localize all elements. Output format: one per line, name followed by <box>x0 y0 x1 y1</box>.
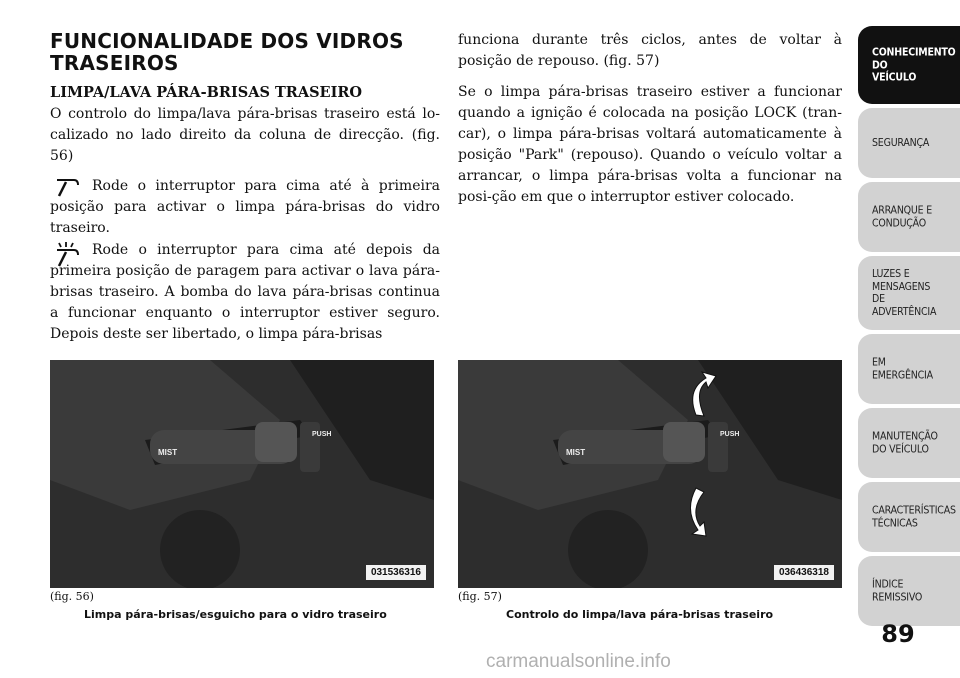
figure-56-photo <box>50 360 434 588</box>
tab-conhecimento-do-veiculo[interactable] <box>858 26 960 104</box>
push-label: PUSH <box>720 431 740 438</box>
figure-57-photo <box>458 360 842 588</box>
paragraph-continuation: funciona durante três ciclos, antes de voltar à posição de repouso. (fig. 57) <box>458 32 842 69</box>
figure-57-ref: (fig. 57) <box>458 590 502 603</box>
tab-arranque-e-conducao[interactable] <box>858 182 960 252</box>
figure-56-ref: (fig. 56) <box>50 590 94 603</box>
figure-57-caption: Controlo do limpa/lava pára-brisas traseiro <box>506 608 774 621</box>
tab-caracteristicas-tecnicas[interactable] <box>858 482 960 552</box>
tab-seguranca[interactable] <box>858 108 960 178</box>
tab-label: CARACTERÍSTICAS TÉCNICAS <box>872 504 956 529</box>
tab-manutencao-do-veiculo[interactable] <box>858 408 960 478</box>
watermark: carmanualsonline.info <box>486 651 671 672</box>
paragraph-location: O controlo do limpa/lava pára-brisas traseiro está lo-calizado no lado direito da coluna de direcção. (fig. 56) <box>50 106 440 164</box>
page-number: 89 <box>881 620 915 648</box>
paragraph-wiper: Rode o interruptor para cima até à primeira posição para activar o limpa pára-brisas do vidro traseiro. <box>50 178 440 236</box>
figure-code: 031536316 <box>366 565 426 580</box>
tab-label: SEGURANÇA <box>872 136 930 149</box>
paragraph-washer: Rode o interruptor para cima até depois da primeira posição de paragem para activar o lava pára-brisas traseiro. A bomba do lava pára-brisas continua a funcionar enquanto o interruptor estiver seguro. Depois deste ser libertado, o limpa pára-brisas <box>50 242 440 342</box>
tab-label: ARRANQUE E CONDUÇÃO <box>872 204 932 229</box>
mist-label: MIST <box>158 448 178 457</box>
chapter-sidebar <box>858 26 960 626</box>
section-subtitle: LIMPA/LAVA PÁRA-BRISAS TRASEIRO <box>50 84 363 101</box>
mist-label: MIST <box>566 448 586 457</box>
tab-luzes-e-mensagens[interactable] <box>858 256 960 330</box>
tab-label: CONHECIMENTO DO VEÍCULO <box>872 46 956 84</box>
push-label: PUSH <box>312 431 332 438</box>
tab-label: LUZES E MENSAGENS DE ADVERTÊNCIA <box>872 268 937 318</box>
figure-code: 036436318 <box>774 565 834 580</box>
tab-label: ÍNDICE REMISSIVO <box>872 578 923 603</box>
paragraph-lock: Se o limpa pára-brisas traseiro estiver a funcionar quando a ignição é colocada na posição LOCK (tran-car), o limpa pára-brisas voltará automaticamente à posição "Park" (repouso). Quando o veículo voltar a arrancar, o limpa pára-brisas volta a funcionar na posi-ção em que o interruptor estiver colocado. <box>458 84 842 205</box>
figure-56-caption: Limpa pára-brisas/esguicho para o vidro traseiro <box>84 608 387 621</box>
tab-label: MANUTENÇÃO DO VEÍCULO <box>872 430 938 455</box>
page-title: FUNCIONALIDADE DOS VIDROS TRASEIROS <box>50 29 404 75</box>
tab-em-emergencia[interactable] <box>858 334 960 404</box>
tab-label: EM EMERGÊNCIA <box>872 356 933 381</box>
tab-indice-remissivo[interactable] <box>858 556 960 626</box>
